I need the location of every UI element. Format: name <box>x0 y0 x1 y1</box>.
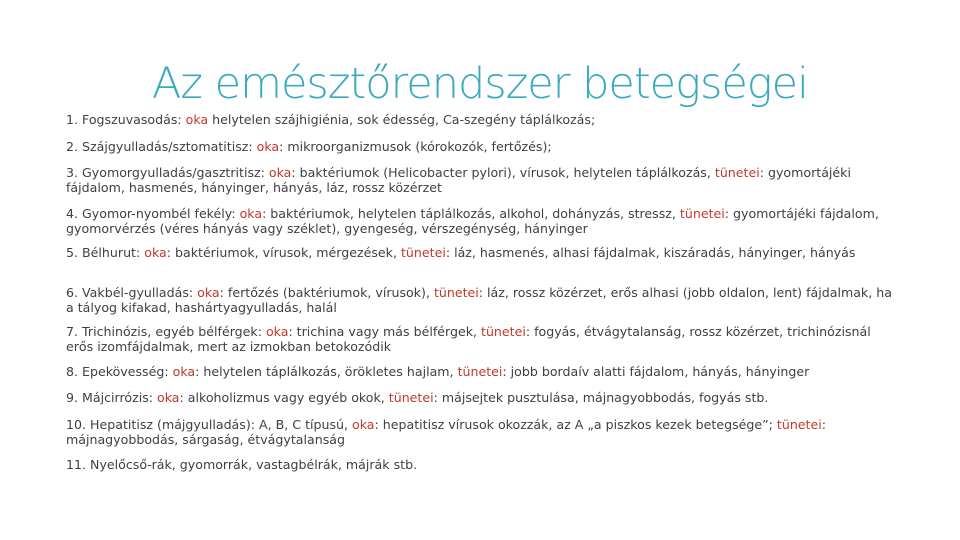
cause-label: oka <box>185 112 209 127</box>
item-number: 3. <box>66 165 79 180</box>
item-number: 9. <box>66 390 79 405</box>
list-item <box>66 458 417 473</box>
symptoms-label: tünetei <box>776 417 822 432</box>
list-item <box>66 418 896 447</box>
list-item <box>66 325 896 354</box>
list-item <box>66 166 896 195</box>
item-number: 5. <box>66 245 79 260</box>
item-number: 2. <box>66 139 79 154</box>
item-text: : májnagyobbodás, sárgaság, étvágytalanság <box>66 417 826 447</box>
item-text: Májcirrózis: <box>82 390 158 405</box>
cause-label: oka <box>197 285 220 300</box>
cause-label: oka <box>352 417 375 432</box>
item-text: : gyomortájéki fájdalom, hasmenés, hányinger, hányás, láz, rossz közérzet <box>66 165 851 195</box>
item-text: : fogyás, étvágytalanság, rossz közérzet, trichinózisnál erős izomfájdalmak, mert az izmokban betokozódik <box>66 324 871 354</box>
slide-title: Az emésztőrendszer betegségei <box>151 59 809 109</box>
symptoms-label: tünetei <box>481 324 526 339</box>
item-text: Trichinózis, egyéb bélférgek: <box>82 324 266 339</box>
list-item <box>66 207 896 236</box>
list-item <box>66 246 855 261</box>
item-text: : baktériumok, helytelen táplálkozás, alkohol, dohányzás, stressz, <box>262 206 680 221</box>
item-text: Bélhurut: <box>82 245 145 260</box>
list-item <box>66 286 896 315</box>
item-text: : fertőzés (baktériumok, vírusok), <box>219 285 434 300</box>
item-text: : baktériumok, vírusok, mérgezések, <box>166 245 401 260</box>
item-text: Gyomorgyulladás/gasztritisz: <box>82 165 269 180</box>
symptoms-label: tünetei <box>388 390 434 405</box>
symptoms-label: tünetei <box>457 364 503 379</box>
item-number: 10. <box>66 417 87 432</box>
item-text: : helytelen táplálkozás, örökletes hajlam, <box>195 364 458 379</box>
item-text: : jobb bordaív alatti fájdalom, hányás, hányinger <box>502 364 810 379</box>
item-text: helytelen szájhigiénia, sok édesség, Ca-szegény táplálkozás; <box>208 112 596 127</box>
item-text: Nyelőcső-rák, gyomorrák, vastagbélrák, májrák stb. <box>90 457 418 472</box>
cause-label: oka <box>239 206 263 221</box>
item-text: : láz, hasmenés, alhasi fájdalmak, kiszáradás, hányinger, hányás <box>445 245 856 260</box>
item-text: Hepatitisz (májgyulladás): A, B, C típusú, <box>90 417 353 432</box>
item-text: Gyomor-nyombél fekély: <box>82 206 240 221</box>
item-text: : alkoholizmus vagy egyéb okok, <box>179 390 389 405</box>
cause-label: oka <box>265 324 289 339</box>
list-item <box>66 113 595 128</box>
item-number: 8. <box>66 364 79 379</box>
item-number: 11. <box>66 457 87 472</box>
item-text: : hepatitisz vírusok okozzák, az A „a piszkos kezek betegsége”; <box>374 417 777 432</box>
cause-label: oka <box>172 364 196 379</box>
item-text: : baktériumok (Helicobacter pylori), vírusok, helytelen táplálkozás, <box>291 165 715 180</box>
cause-label: oka <box>256 139 280 154</box>
symptoms-label: tünetei <box>433 285 479 300</box>
item-text: : láz, rossz közérzet, erős alhasi (jobb oldalon, lent) fájdalmak, ha a tályog kifakad, hashártyagyulladás, halál <box>66 285 892 315</box>
item-number: 4. <box>66 206 79 221</box>
list-item <box>66 365 809 380</box>
item-number: 1. <box>66 112 79 127</box>
item-text: Szájgyulladás/sztomatitisz: <box>82 139 257 154</box>
cause-label: oka <box>144 245 167 260</box>
symptoms-label: tünetei <box>714 165 760 180</box>
list-item <box>66 140 552 155</box>
item-text: Vakbél-gyulladás: <box>82 285 198 300</box>
item-text: : gyomortájéki fájdalom, gyomorvérzés (véres hányás vagy széklet), gyengeség, vérszegénység, hányinger <box>66 206 879 236</box>
item-text: : trichina vagy más bélférgek, <box>288 324 481 339</box>
cause-label: oka <box>268 165 292 180</box>
symptoms-label: tünetei <box>400 245 446 260</box>
symptoms-label: tünetei <box>679 206 725 221</box>
item-text: Epekövesség: <box>82 364 173 379</box>
item-number: 6. <box>66 285 79 300</box>
list-item <box>66 391 768 406</box>
item-text: Fogszuvasodás: <box>82 112 186 127</box>
cause-label: oka <box>157 390 180 405</box>
item-number: 7. <box>66 324 79 339</box>
item-text: : májsejtek pusztulása, májnagyobbodás, fogyás stb. <box>433 390 769 405</box>
item-text: : mikroorganizmusok (kórokozók, fertőzés); <box>279 139 552 154</box>
